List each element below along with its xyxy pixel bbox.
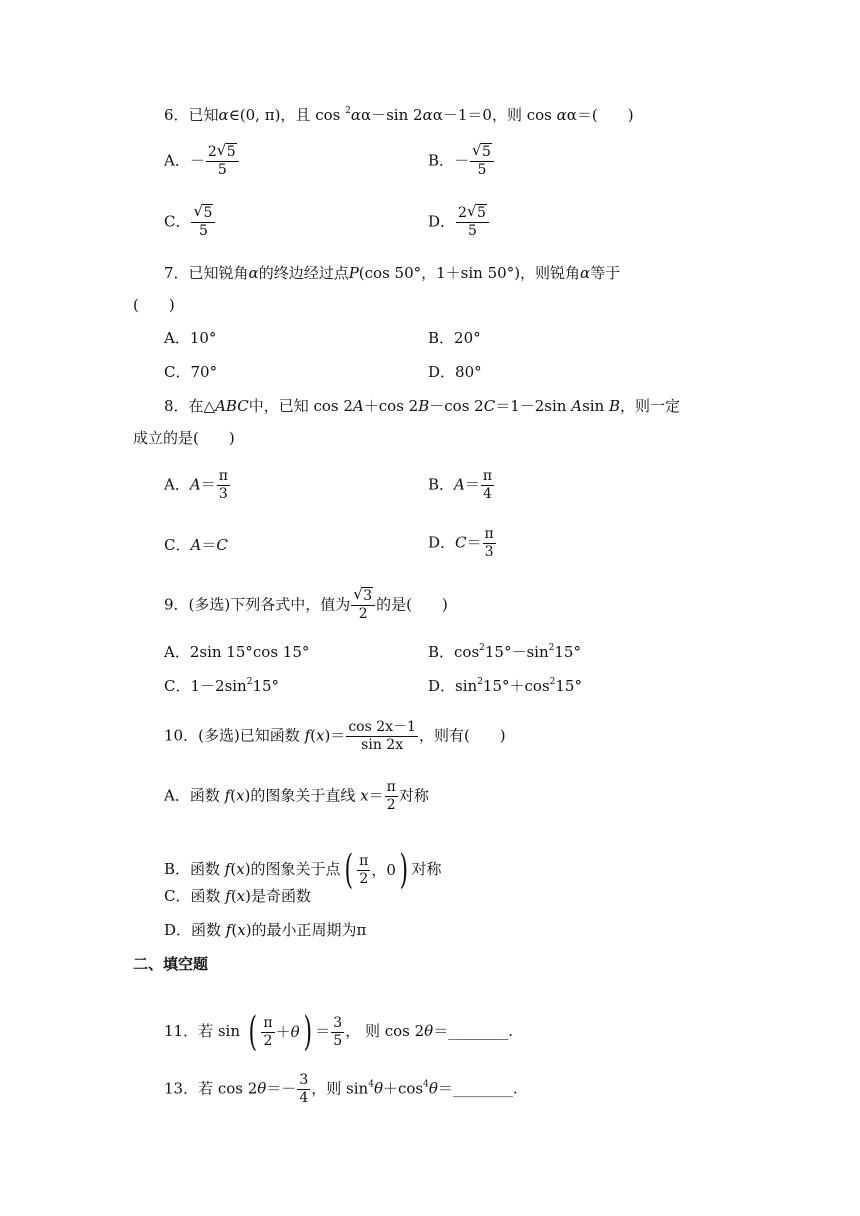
var-b: B (418, 397, 430, 415)
q9-option-b[interactable] (428, 642, 581, 662)
radical-sign: √ (466, 202, 477, 220)
fraction (331, 1015, 344, 1050)
theta: θ (424, 1022, 434, 1040)
q7-option-d[interactable]: D．80° (428, 363, 482, 381)
numerator: π (359, 852, 369, 869)
option-label: B． (428, 151, 455, 170)
exponent: 4 (423, 1079, 429, 1090)
radical-sign: √ (193, 202, 204, 220)
func-f: f (225, 921, 232, 939)
text: 的最小正周期为π (251, 921, 367, 939)
exponent: 2 (479, 643, 485, 653)
equals: ＝ (200, 475, 216, 494)
var-a: A (454, 475, 465, 494)
equals: ＝ (466, 533, 482, 552)
text: B．cos (428, 643, 480, 661)
q7-option-b[interactable]: B．20° (428, 329, 481, 347)
func-f: f (224, 786, 231, 805)
radicand: 3 (363, 588, 373, 604)
func-f: f (224, 860, 231, 878)
var-x: x (360, 786, 369, 805)
text: sin (582, 397, 609, 415)
equals: ＝ (201, 536, 217, 554)
fraction (217, 468, 230, 503)
var-b: B (609, 397, 621, 415)
fraction (456, 202, 489, 240)
text: C．函数 (164, 887, 226, 905)
func-f: f (304, 726, 311, 745)
text: α－1＝0，则 cos (432, 106, 557, 124)
text: 15°＋cos (482, 677, 550, 695)
radicand: 5 (226, 144, 236, 160)
text: ， 则 cos 2 (345, 1022, 425, 1040)
var-x: x (236, 786, 245, 805)
text: 对称 (398, 786, 429, 805)
text: 等于 (590, 264, 621, 282)
option-label: A． (164, 151, 190, 170)
theta: θ (290, 1023, 300, 1041)
text: 13．若 cos 2 (164, 1079, 258, 1098)
var-x: x (236, 860, 245, 878)
exponent: 4 (368, 1079, 374, 1090)
exponent: 2 (246, 677, 253, 687)
text: 8．在△ (164, 397, 216, 415)
radical-sign: √ (216, 141, 227, 159)
option-label: D． (428, 533, 456, 552)
q8-option-c[interactable] (164, 535, 228, 555)
denominator: sin 2x (361, 737, 404, 753)
text: 15° (554, 643, 581, 661)
point-coordinates: ( $\frac{\pi}{2}$ ，0 ) (344, 847, 409, 893)
option-label: A． (164, 475, 190, 494)
text: 10．(多选)已知函数 (164, 726, 305, 745)
text: ∈(0, π)，且 cos (228, 106, 346, 124)
fraction (385, 779, 398, 814)
alpha: α (350, 106, 361, 124)
denominator: 3 (484, 544, 494, 560)
q6-option-a[interactable] (164, 141, 240, 179)
exponent: 2 (345, 106, 351, 116)
var-c: C (455, 533, 467, 552)
denominator: 4 (483, 486, 492, 502)
text: －cos 2 (429, 397, 484, 415)
q9-stem (164, 585, 448, 623)
numerator: cos 2x－1 (348, 719, 416, 735)
text: 15°－sin (484, 643, 549, 661)
q10-stem: 10．(多选)已知函数 f(x)＝ $\frac{\cos 2x-1}{\sin 2x}$ ，则有( ) (164, 719, 506, 753)
exponent: 2 (477, 677, 483, 687)
minus-sign: － (189, 151, 205, 170)
alpha: α (422, 106, 433, 124)
numerator: π (263, 1014, 273, 1031)
option-label: D． (428, 212, 456, 231)
text: (cos 50°，1＋sin 50°)，则锐角 (358, 264, 581, 282)
section-heading: 二、填空题 (133, 955, 209, 973)
var-x: x (237, 921, 246, 939)
minus-sign: － (454, 151, 470, 170)
q9-option-c[interactable] (164, 676, 279, 696)
q10-option-c[interactable]: C．函数 f(x)是奇函数 (164, 887, 312, 905)
var-c: C (483, 397, 496, 415)
var-x: x (236, 887, 246, 905)
text: ＋cos 2 (363, 397, 419, 415)
theta: θ (428, 1079, 438, 1098)
denominator: 2 (359, 870, 369, 887)
numerator: π (484, 526, 494, 542)
q7-option-c[interactable]: C．70° (164, 363, 218, 381)
numerator: 3 (299, 1072, 309, 1088)
var-a: A (190, 536, 202, 554)
var-a: A (352, 397, 364, 415)
text: ＝1－2sin (495, 397, 572, 415)
text: ，则一定 (620, 397, 681, 415)
text: ，则有( ) (418, 726, 506, 745)
text: α－sin 2 (360, 106, 423, 124)
q8-option-b[interactable] (428, 468, 495, 503)
q8-stem-line2: 成立的是( ) (133, 429, 235, 447)
denominator: 5 (333, 1032, 343, 1049)
point-p: P (348, 264, 359, 282)
plus: ＋ (275, 1023, 291, 1041)
equals: ＝ (368, 786, 384, 805)
q9-option-a[interactable]: A．2sin 15°cos 15° (164, 643, 310, 661)
denominator: 5 (467, 223, 477, 239)
text: ＝－ (266, 1079, 297, 1098)
text: B．函数 (164, 860, 225, 878)
fraction (470, 141, 494, 179)
coefficient: 2 (207, 144, 217, 160)
fraction (483, 526, 496, 561)
fraction (297, 1072, 310, 1107)
denominator: 5 (477, 162, 487, 178)
theta: θ (257, 1079, 267, 1098)
q7-option-a[interactable]: A．10° (164, 329, 217, 347)
text: D．sin (428, 677, 478, 695)
text: 15° (555, 677, 582, 695)
equals: ＝ (315, 1022, 331, 1040)
radical-sign: √ (472, 141, 482, 159)
alpha: α (556, 106, 567, 124)
q9-option-d[interactable] (428, 676, 582, 696)
answer-blank[interactable]: ＝________. (437, 1079, 518, 1098)
var-x: x (315, 726, 325, 745)
fraction (206, 141, 239, 179)
q7-stem-line2: ( ) (133, 296, 175, 314)
fraction (357, 853, 370, 888)
var-a: A (571, 397, 583, 415)
denominator: 2 (386, 797, 396, 813)
alpha: α (218, 106, 229, 124)
radicand: 5 (482, 144, 491, 160)
radicand: 5 (203, 205, 213, 221)
var-a: A (189, 475, 201, 494)
denominator: 2 (358, 606, 368, 622)
text: 对称 (411, 860, 442, 878)
text: C．1－2sin (164, 677, 247, 695)
triangle-name: ABC (215, 397, 249, 415)
option-label: C． (164, 536, 191, 554)
text: D．函数 (164, 921, 226, 939)
exponent: 2 (548, 643, 555, 653)
fraction (481, 468, 494, 503)
q8-option-a[interactable] (164, 468, 231, 503)
coefficient: 2 (458, 205, 467, 221)
fraction (191, 202, 215, 240)
denominator: 2 (263, 1032, 273, 1049)
q8-option-d[interactable] (428, 526, 497, 561)
answer-blank[interactable]: ＝________. (433, 1022, 513, 1040)
fraction (351, 585, 375, 623)
option-label: B． (428, 475, 455, 494)
text: 9．(多选)下列各式中，值为 (164, 595, 351, 614)
text: ＋cos (382, 1079, 424, 1098)
q8-stem (164, 396, 680, 416)
q10-option-b[interactable]: B．函数 f(x)的图象关于点 ( $\frac{\pi}{2}$ ，0 ) 对称 (164, 847, 442, 893)
denominator: 5 (217, 162, 227, 178)
text: 的图象关于点 (250, 860, 341, 878)
radicand: 5 (476, 205, 486, 221)
denominator: 5 (198, 223, 208, 239)
q10-option-a[interactable]: A．函数 f(x)的图象关于直线 x＝ $\frac{\pi}{2}$ 对称 (164, 779, 429, 813)
text: 是奇函数 (251, 887, 312, 905)
q6-option-c[interactable] (164, 202, 216, 240)
numerator: π (386, 779, 396, 795)
q7-stem (164, 263, 620, 283)
equals: ＝ (464, 475, 480, 494)
exponent: 2 (549, 677, 556, 687)
numerator: π (218, 468, 228, 484)
text: 的图象关于直线 (250, 786, 361, 805)
denominator: 4 (299, 1090, 309, 1106)
text: 15° (252, 677, 280, 695)
paren-expression: ( $\frac{\pi}{2}$ ＋ θ ) (248, 1009, 312, 1055)
fraction (346, 719, 418, 754)
text: 7．已知锐角 (164, 264, 249, 282)
var-c: C (216, 536, 228, 554)
text: 11．若 sin (164, 1022, 245, 1040)
func-f: f (225, 887, 231, 905)
text: ，则 sin (311, 1079, 369, 1098)
numerator: π (482, 468, 493, 484)
text: 6．已知 (164, 106, 219, 124)
alpha: α (580, 264, 591, 282)
theta: θ (373, 1079, 383, 1098)
text: 的是( ) (376, 595, 448, 614)
text: 中，已知 cos 2 (248, 397, 353, 415)
denominator: 3 (218, 486, 228, 502)
option-label: C． (164, 212, 191, 231)
fraction (261, 1015, 274, 1050)
q6-option-b[interactable] (428, 141, 495, 179)
q10-option-d[interactable]: D．函数 f(x)的最小正周期为π (164, 921, 367, 939)
text: A．函数 (164, 786, 225, 805)
q13-stem (164, 1072, 518, 1107)
numerator: 3 (333, 1014, 343, 1031)
text: α＝( ) (566, 106, 634, 124)
text: ，0 (371, 861, 396, 879)
q6-stem (164, 105, 634, 125)
q6-option-d[interactable] (428, 202, 490, 240)
radical-sign: √ (353, 585, 363, 603)
alpha: α (248, 264, 259, 282)
text: 的终边经过点 (258, 264, 349, 282)
q11-stem (164, 1009, 513, 1055)
